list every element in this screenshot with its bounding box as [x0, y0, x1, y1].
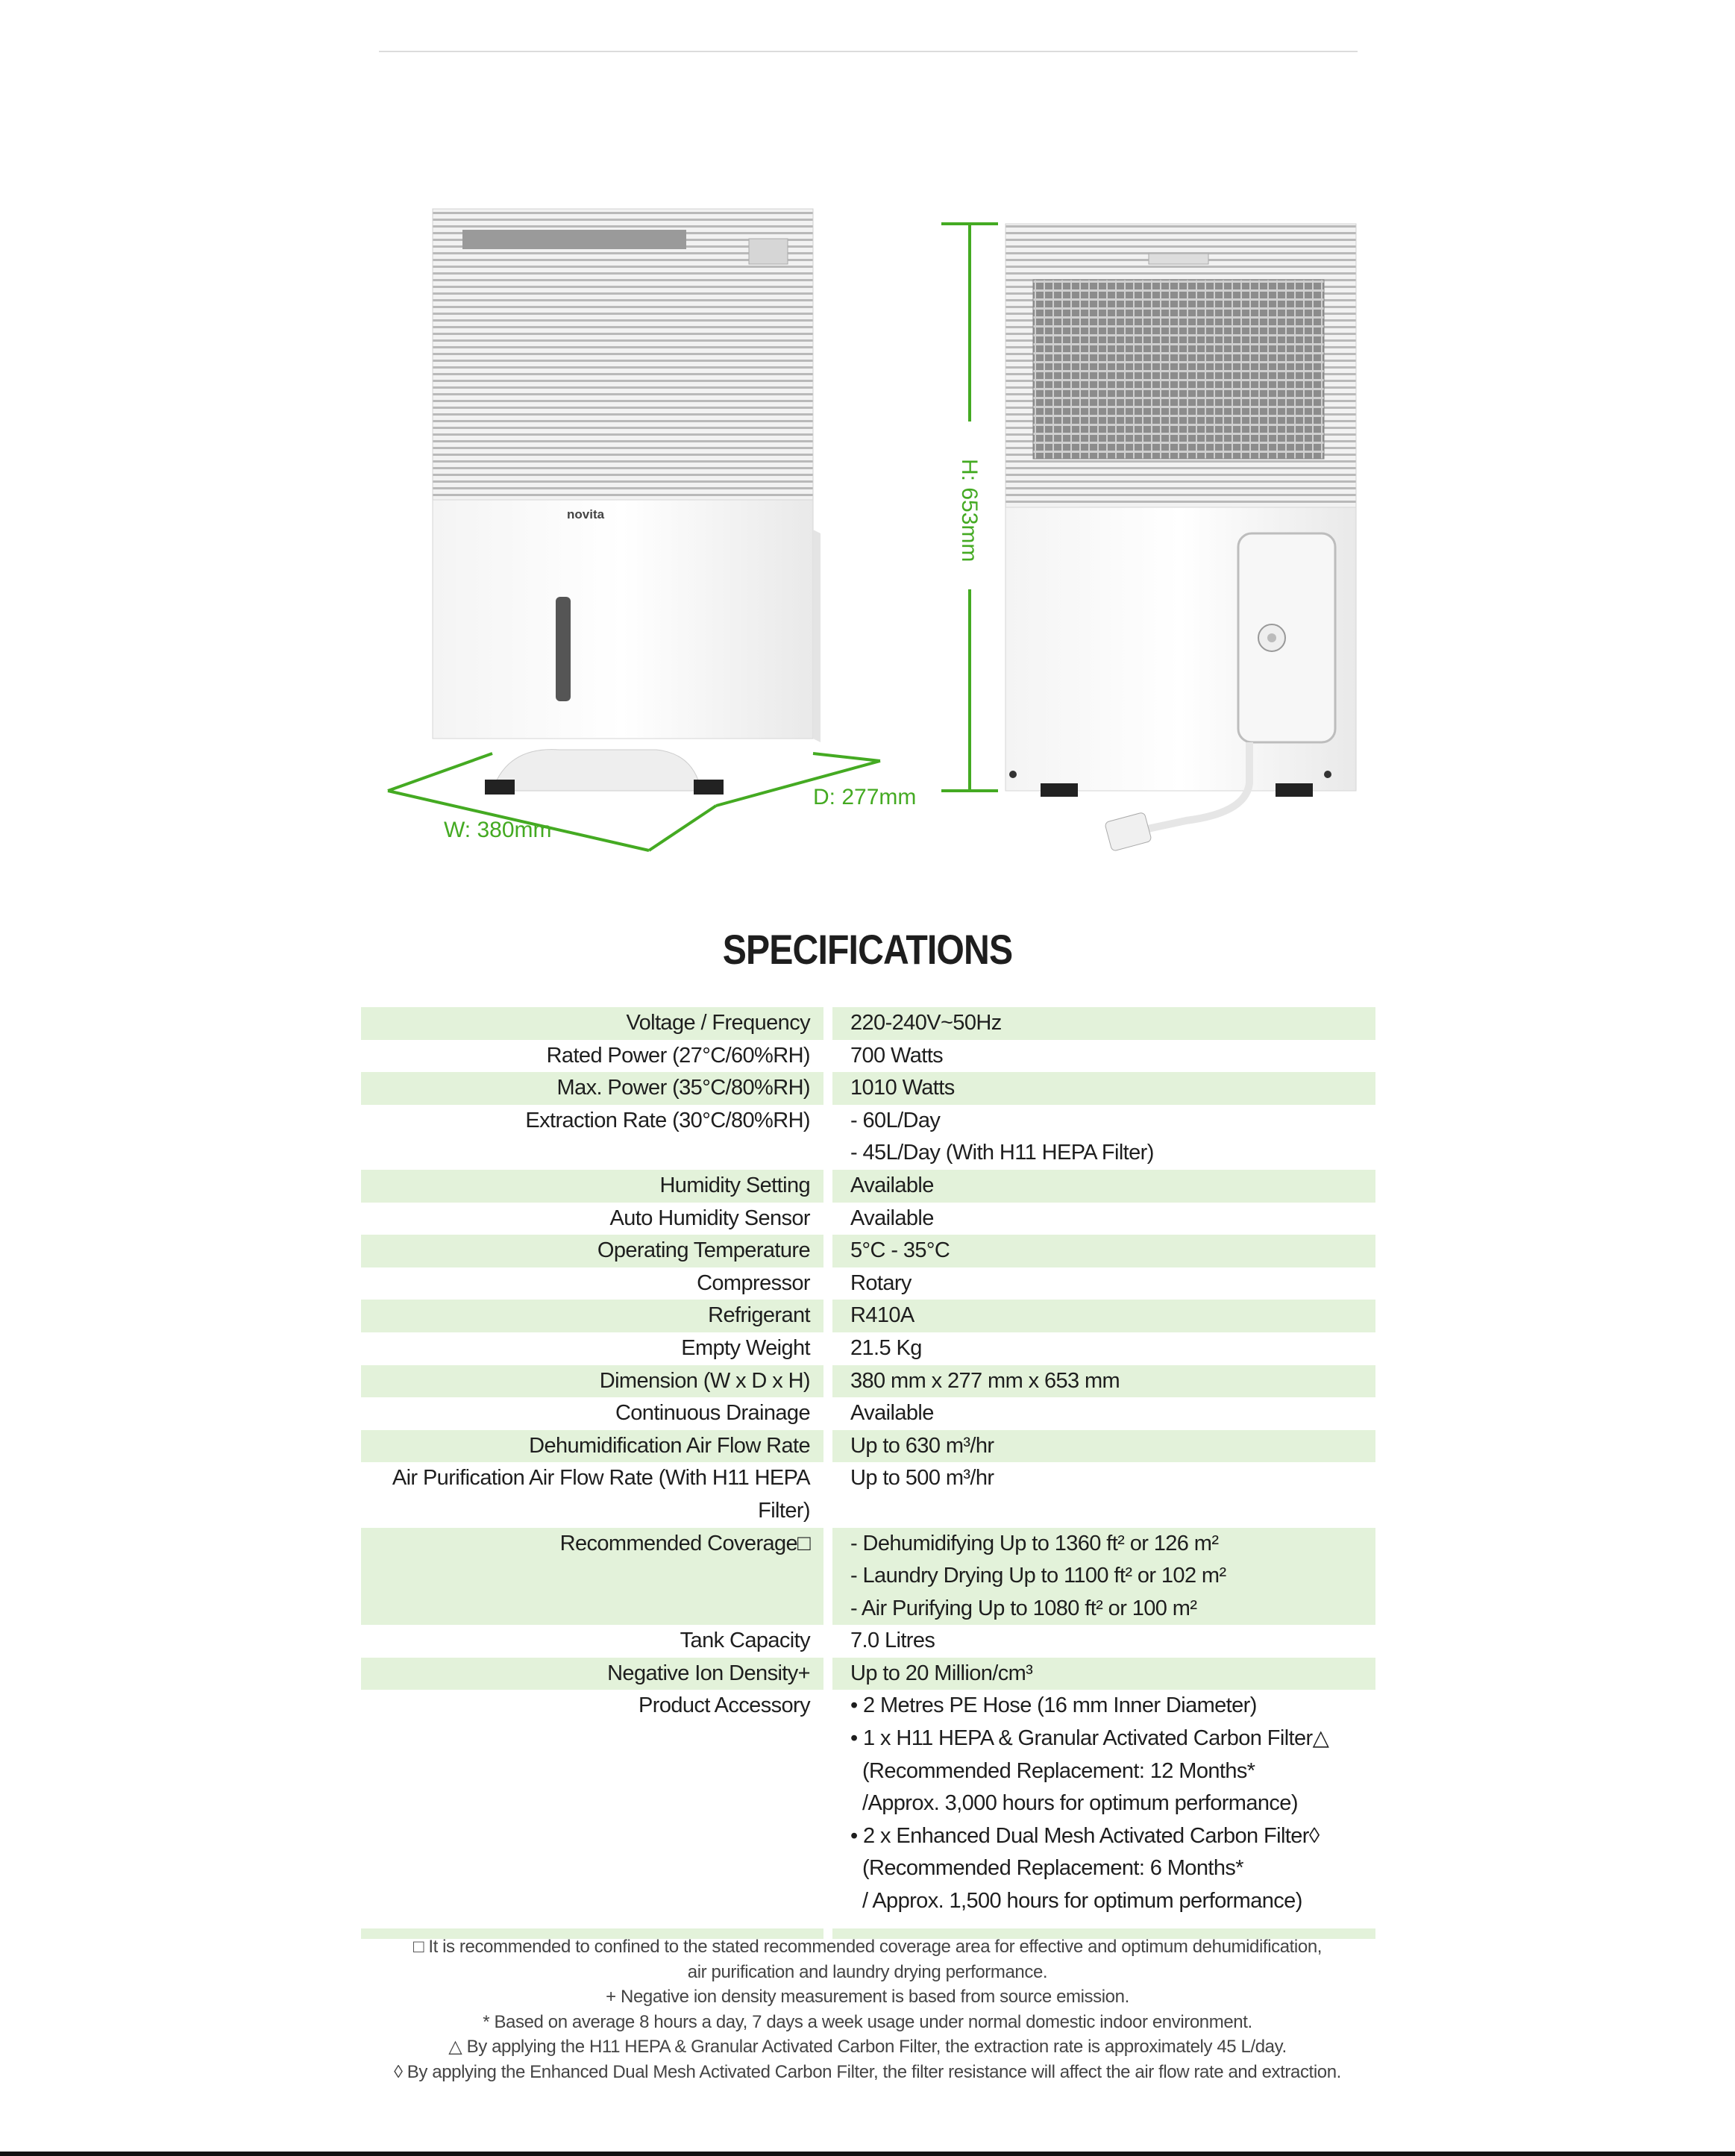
spec-value-line: 700 Watts — [850, 1043, 944, 1068]
spec-label: Auto Humidity Sensor — [609, 1206, 810, 1230]
spec-row — [361, 1332, 1375, 1365]
spec-label: Humidity Setting — [361, 1170, 823, 1203]
spec-value-line: - 60L/Day — [850, 1108, 941, 1132]
spec-label: Empty Weight — [681, 1335, 810, 1360]
spec-value-line: /Approx. 3,000 hours for optimum performance) — [862, 1791, 1298, 1816]
spec-value — [832, 1365, 1375, 1398]
spec-row — [361, 1040, 1375, 1073]
spec-row — [361, 1072, 1375, 1105]
spec-row — [361, 1397, 1375, 1430]
spec-value-line: 220-240V~50Hz — [850, 1011, 1002, 1035]
spec-value-line: • 2 x Enhanced Dual Mesh Activated Carbon Filter◊ — [850, 1823, 1320, 1848]
spec-label: Voltage / Frequency — [361, 1007, 823, 1040]
spec-row — [361, 1625, 1375, 1658]
spec-value — [832, 1040, 1375, 1073]
spec-value-line: / Approx. 1,500 hours for optimum performance) — [862, 1889, 1302, 1914]
spec-row — [361, 1365, 1375, 1398]
spec-value-line: Available — [850, 1173, 934, 1197]
spec-value — [832, 1462, 1375, 1527]
spec-value-line: • 2 Metres PE Hose (16 mm Inner Diameter) — [850, 1693, 1257, 1718]
spec-label: Continuous Drainage — [615, 1401, 810, 1426]
spec-value-line: • 1 x H11 HEPA & Granular Activated Carbon Filter△ — [850, 1726, 1329, 1751]
spec-value — [832, 1430, 1375, 1463]
spec-value-line: Up to 630 m³/hr — [850, 1433, 994, 1458]
spec-value — [832, 1397, 1375, 1430]
specifications-table — [361, 1007, 1375, 1939]
spec-value-line: 21.5 Kg — [850, 1335, 922, 1360]
spec-label: Dehumidification Air Flow Rate — [361, 1430, 823, 1463]
footnote-line: △ By applying the H11 HEPA & Granular Activated Carbon Filter, the extraction rate is approximately 45 L/day. — [448, 2037, 1287, 2057]
specifications-title: SPECIFICATIONS — [722, 926, 1013, 973]
spec-value — [832, 1625, 1375, 1658]
spec-label: Product Accessory — [639, 1693, 810, 1718]
spec-value-line: - 45L/Day (With H11 HEPA Filter) — [850, 1141, 1154, 1165]
spec-value — [832, 1235, 1375, 1267]
spec-row — [361, 1007, 1375, 1040]
spec-value — [832, 1072, 1375, 1105]
spec-value — [832, 1300, 1375, 1332]
spec-label: Extraction Rate (30°C/80%RH) — [525, 1108, 810, 1132]
spec-row — [361, 1267, 1375, 1300]
back-view-unit — [1005, 224, 1356, 851]
footnote-line: air purification and laundry drying performance. — [687, 1961, 1048, 1982]
spec-value-line: 7.0 Litres — [850, 1629, 935, 1653]
spec-row — [361, 1300, 1375, 1332]
spec-row — [361, 1462, 1375, 1527]
spec-value — [832, 1203, 1375, 1235]
spec-value-line: Up to 20 Million/cm³ — [850, 1661, 1033, 1685]
spec-value — [832, 1332, 1375, 1365]
spec-value-line: Rotary — [850, 1270, 912, 1295]
spec-value — [832, 1528, 1375, 1626]
spec-label: Max. Power (35°C/80%RH) — [361, 1072, 823, 1105]
spec-row — [361, 1528, 1375, 1626]
spec-row — [361, 1430, 1375, 1463]
spec-label: Negative Ion Density+ — [361, 1658, 823, 1690]
spec-value-line: - Dehumidifying Up to 1360 ft² or 126 m² — [850, 1531, 1219, 1555]
spec-value-line: R410A — [850, 1303, 914, 1328]
brand-logo: novita — [567, 507, 605, 521]
spec-value-line: 5°C - 35°C — [850, 1238, 950, 1263]
bottom-border — [0, 2152, 1735, 2156]
spec-label: Compressor — [697, 1270, 810, 1295]
spec-value-line: Available — [850, 1401, 934, 1426]
spec-label: Operating Temperature — [361, 1235, 823, 1267]
spec-row — [361, 1170, 1375, 1203]
footnote-line: ◊ By applying the Enhanced Dual Mesh Activated Carbon Filter, the filter resistance will affect the air flow rate and extraction. — [394, 2061, 1341, 2082]
spec-value — [832, 1690, 1375, 1917]
spec-value — [832, 1170, 1375, 1203]
depth-label: D: 277mm — [813, 785, 917, 809]
footnotes — [0, 1934, 1735, 2084]
spec-row — [361, 1105, 1375, 1170]
product-figure — [373, 201, 1447, 873]
height-label: H: 653mm — [957, 459, 982, 562]
spec-value — [832, 1105, 1375, 1170]
spec-value-line: Available — [850, 1206, 934, 1230]
spec-row — [361, 1690, 1375, 1917]
spec-row — [361, 1235, 1375, 1267]
spec-value-line: - Laundry Drying Up to 1100 ft² or 102 m² — [850, 1564, 1226, 1588]
spec-label: Air Purification Air Flow Rate (With H11 HEPA Filter) — [392, 1466, 810, 1523]
spec-value-line: - Air Purifying Up to 1080 ft² or 100 m² — [850, 1596, 1197, 1620]
spec-value-line: (Recommended Replacement: 6 Months* — [862, 1856, 1243, 1881]
spec-value — [832, 1267, 1375, 1300]
spec-label: Tank Capacity — [680, 1629, 810, 1653]
footnote-line: □ It is recommended to confined to the stated recommended coverage area for effective and optimum dehumidification, — [412, 1937, 1323, 1957]
spec-row — [361, 1203, 1375, 1235]
spec-label: Refrigerant — [361, 1300, 823, 1332]
spec-label: Dimension (W x D x H) — [361, 1365, 823, 1398]
width-label: W: 380mm — [444, 818, 552, 842]
top-divider — [379, 51, 1358, 52]
footnote-line: * Based on average 8 hours a day, 7 days a week usage under normal domestic indoor environment. — [483, 2011, 1252, 2032]
spec-value-line: (Recommended Replacement: 12 Months* — [862, 1758, 1255, 1783]
spec-row — [361, 1658, 1375, 1690]
front-view-unit — [433, 209, 821, 795]
spec-value-line: Up to 500 m³/hr — [850, 1466, 994, 1491]
spec-label: Recommended Coverage□ — [361, 1528, 823, 1626]
spec-value — [832, 1658, 1375, 1690]
spec-value-line: 380 mm x 277 mm x 653 mm — [850, 1368, 1120, 1393]
footnote-line: + Negative ion density measurement is based from source emission. — [606, 1987, 1129, 2007]
water-level-window — [556, 597, 571, 701]
spec-value — [832, 1007, 1375, 1040]
spec-label: Rated Power (27°C/60%RH) — [546, 1043, 810, 1068]
spec-value-line: 1010 Watts — [850, 1076, 955, 1100]
